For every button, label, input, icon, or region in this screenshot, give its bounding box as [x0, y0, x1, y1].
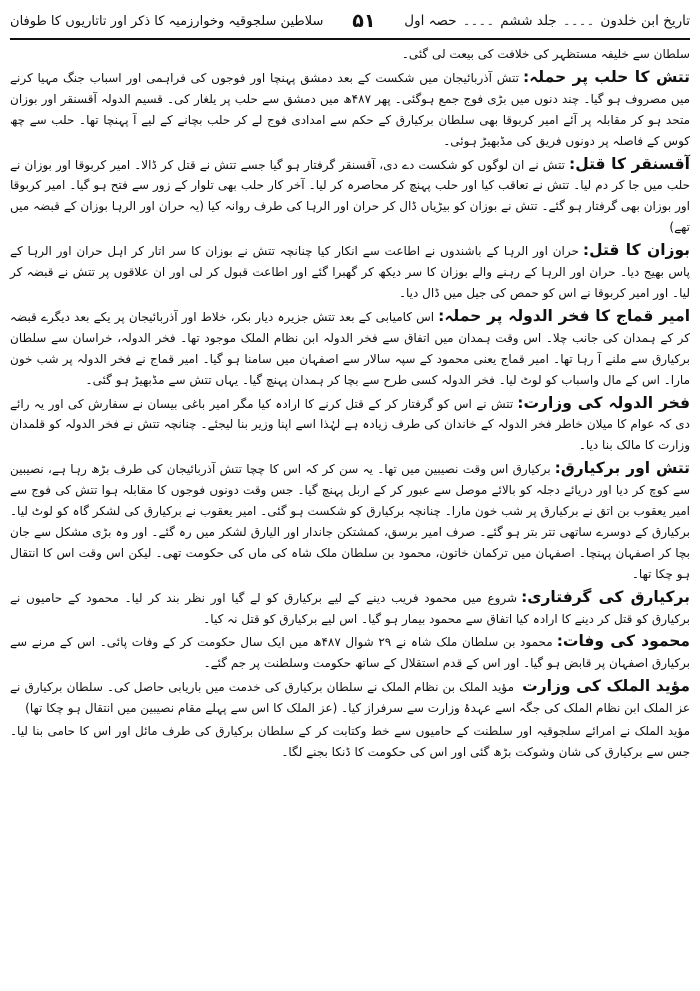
paragraph [10, 154, 690, 239]
paragraph [10, 587, 690, 630]
paragraph-text: تتش نے ان لوگوں کو شکست دے دی، آقسنقر گرفتار ہو گیا جسے تتش نے قتل کر ڈالا۔ امیر کربوقا اور بوزان نے حلب میں جا کر دم لیا۔ تتش نے تعاقب کیا اور حلب پہنچ کر محاصرہ کر لیا۔ آخر کار حلب بھی تلوار کے زور سے فتح ہو گیا۔ امیر کربوقا اور بوزان بھی گرفتار ہو گئے۔ تتش نے بوزان کو بیڑیاں ڈال کر حران اور الرہا کی طرف روانہ کیا (یہ حران اور الرہا بوزان کے قبضہ میں تھے) [10, 157, 690, 235]
paragraph [10, 458, 690, 584]
header-separator: ۔۔۔۔ [562, 13, 595, 29]
section-heading: بوزان کا قتل: [582, 241, 691, 260]
paragraph-text: مؤید الملک نے امرائے سلجوقیہ اور سلطنت کے حامیوں سے خط وکتابت کر کے سلطان برکیارق کی طرف مائل اور اس کا حامی بنا لیا۔ جس سے برکیارق کی شان وشوکت بڑھ گئی اور اس کی حکومت کا ڈنکا بجنے لگا۔ [10, 724, 690, 759]
section-heading: فخر الدولہ کی وزارت: [517, 393, 690, 412]
header-book-info [404, 13, 690, 29]
paragraph [10, 306, 690, 391]
paragraph-text: محمود بن سلطان ملک شاہ نے ۲۹ شوال ۴۸۷ھ میں ایک سال حکومت کر کے وفات پائی۔ اس کے مرنے سے برکیارق اصفہان پر قابض ہو گیا۔ اور اس کے قدم استقلال کے ساتھ حکومت وسلطنت پر جم گئے۔ [10, 635, 690, 671]
page-number: ۵۱ [352, 10, 376, 32]
book-title: تاریخ ابن خلدون [600, 13, 690, 29]
chapter-title: سلاطین سلجوقیہ وخوارزمیہ کا ذکر اور تاتاریوں کا طوفان [10, 13, 324, 29]
section-heading: تتش کا حلب پر حملہ: [523, 67, 691, 86]
paragraph-text: حران اور الرہا کے باشندوں نے اطاعت سے انکار کیا چنانچہ تتش نے بوزان کا سر اتار کر اہل حران اور الرہا کے پاس بھیج دیا۔ حران اور الرہا کے رہنے والے بوزان کا سر دیکھ کر گھبرا گئے اور اطاعت قبول کر لی اور ان علاقوں پر تتش نے قبضہ کر لیا۔ اور امیر کربوقا نے اس کو حمص کی جیل میں ڈال دیا۔ [10, 244, 690, 300]
section-heading: محمود کی وفات: [556, 632, 690, 651]
paragraph [10, 676, 690, 719]
section-heading: تتش اور برکیارق: [554, 459, 690, 478]
paragraph [10, 721, 690, 763]
paragraph [10, 67, 690, 152]
page-body [10, 40, 690, 763]
volume-label: جلد ششم [500, 13, 557, 29]
section-heading: برکیارق کی گرفتاری: [521, 587, 690, 606]
section-heading: مؤید الملک کی وزارت [522, 677, 690, 696]
paragraph-text: برکیارق اس وقت نصیبین میں تھا۔ یہ سن کر کہ اس کا چچا تتش آذربائیجان کی طرف بڑھ رہا ہے، نصیبین سے کوچ کر دیا اور دریائے دجلہ کو بالائے موصل سے عبور کر کے اربل پہنچ گیا۔ جس وقت دونوں فوجوں کا مقابلہ ہوا تتش کی فوج سے امیر یعقوب بن اتق نے برکیارق پر شب خون مارا۔ چنانچہ برکیارق کو شکست ہو گئی۔ امیر یعقوب نے برکیارق کی لشکر گاہ کو لوٹ لیا۔ برکیارق کے دوسرے ساتھی تتر بتر ہو گئے۔ صرف امیر برسق، کمشتکن جاندار اور الیارق لشکر میں رہ گئے۔ اور وہ بڑی مشکل سے جان بچا کر اصفہان پہنچا۔ اصفہان میں ترکمان خاتون، محمود بن سلطان ملک شاہ کی ماں کی حکومت تھی۔ لیکن اس وقت اس کا انتقال ہو چکا تھا۔ [10, 462, 690, 581]
paragraph-text: مؤید الملک بن نظام الملک نے سلطان برکیارق کی خدمت میں باریابی حاصل کی۔ سلطان برکیارق نے عز الملک ابن نظام الملک کی جگہ اسے عہدۂ وزارت سے سرفراز کیا۔ (عز الملک کا اس سے پہلے مقام نصیبین میں انتقال ہو چکا تھا) [10, 680, 690, 716]
part-label: حصہ اول [404, 13, 457, 29]
section-heading: آقسنقر کا قتل: [569, 154, 690, 173]
paragraph-text: سلطان سے خلیفہ مستظہر کی خلافت کی بیعت لی گئی۔ [401, 47, 690, 61]
paragraph-text: تتش نے اس کو گرفتار کر کے قتل کرنے کا ارادہ کیا مگر امیر باغی بیسان نے سفارش کی اور یہ رائے دی کہ عوام کا میلان خاطر فخر الدولہ کے خاندان کی طرف زیادہ ہے لہٰذا اسے اپنا وزیر بنا لیجئے۔ چنانچہ تتش نے فخر الدولہ کو قلمدان وزارت کا مالک بنا دیا۔ [10, 396, 690, 453]
paragraph-text: اس کامیابی کے بعد تتش جزیرہ دیار بکر، خلاط اور آذربائیجان پر یکے بعد دیگرے قبضہ کر کے ہمدان کی جانب چلا۔ اس وقت ہمدان میں اتفاق سے فخر الدولہ ابن نظام الملک موجود تھا۔ فخر الدولہ، خراسان سے سلطان برکیارق سے ملنے آ رہا تھا۔ امیر قماج یعنی محمود کے سپہ سالار سے اصفہان میں سامنا ہو گیا۔ امیر قماج نے فخر الدولہ پر شب خون مارا۔ اس کے مال واسباب کو لوٹ لیا۔ فخر الدولہ کسی طرح سے بچا کر ہمدان پہنچ گیا۔ یہاں تتش سے مڈبھیڑ ہو گئی۔ [10, 309, 690, 387]
page-header [10, 4, 690, 40]
paragraph [10, 393, 690, 457]
paragraph [10, 44, 690, 65]
section-heading: امیر قماج کا فخر الدولہ پر حملہ: [438, 306, 691, 325]
header-separator: ۔۔۔۔ [462, 13, 495, 29]
paragraph [10, 240, 690, 304]
paragraph-text: تتش آذربائیجان میں شکست کے بعد دمشق پہنچا اور فوجوں کی فراہمی اور اسباب جنگ مہیا کرنے میں مصروف ہو گیا۔ چند دنوں میں بڑی فوج جمع ہوگئی۔ پھر ۴۸۷ھ میں دمشق سے حلب پر یلغار کی۔ قسیم الدولہ آقسنقر اور بوزان متحد ہو کر مقابلہ پر آئے امیر کربوقا بھی سلطان برکیارق کے حکم سے امدادی فوج لے کر حلب بچانے کے لیے آ پہنچا تھا۔ حلب سے چھ کوس کے فاصلہ پر دونوں فریق کی مڈبھیڑ ہوئی۔ [10, 70, 691, 148]
paragraph-text: شروع میں محمود فریب دینے کے لیے برکیارق کو لے گیا اور نظر بند کر لیا۔ محمود کے حامیوں نے برکیارق کو قتل کر دینے کا ارادہ کیا اتفاق سے محمود بیمار ہو گیا۔ اس لیے برکیارق کو قتل نہ کیا۔ [10, 590, 690, 626]
paragraph [10, 631, 690, 674]
